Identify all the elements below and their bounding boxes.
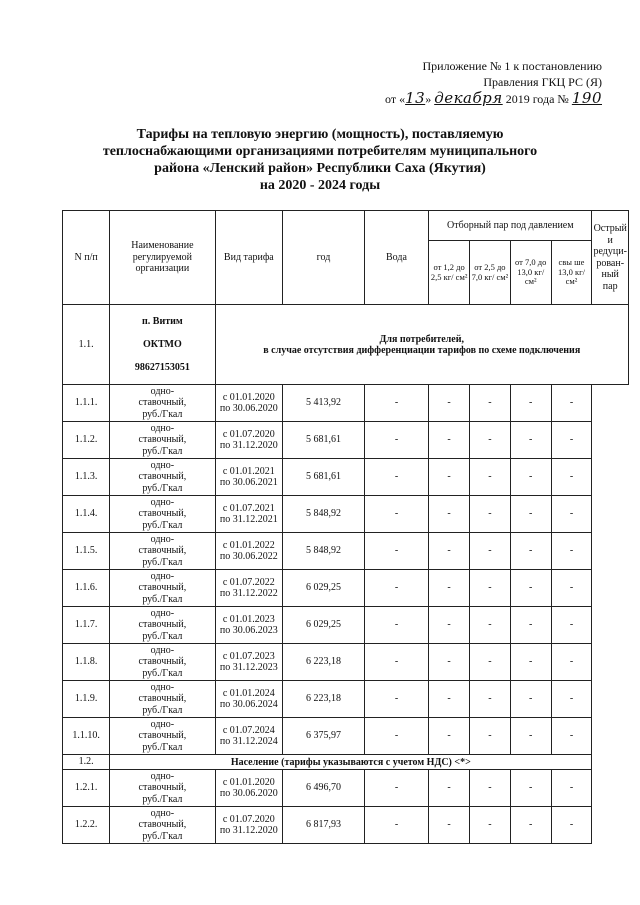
row-num: 1.1.7. (63, 607, 110, 644)
org-oktmo-code: 98627153051 (134, 362, 190, 373)
tariff-type (110, 385, 215, 422)
section-2-title: Население (тарифы указываются с учетом НДС) <*> (110, 755, 592, 770)
row-num: 1.1.5. (63, 533, 110, 570)
row-num: 1.1.3. (63, 459, 110, 496)
period-to: по 30.06.2020 (219, 788, 278, 799)
period-to: по 31.12.2022 (219, 588, 278, 599)
row-num: 1.1.4. (63, 496, 110, 533)
date-mid: » (425, 92, 435, 106)
tariff-type (110, 422, 215, 459)
period-to: по 31.12.2023 (219, 662, 278, 673)
period-from: с 01.07.2024 (222, 724, 275, 736)
appendix-line-2: Правления ГКЦ РС (Я) (483, 75, 602, 89)
decree-number: 190 (571, 89, 602, 107)
empty-value: - (551, 533, 592, 570)
empty-value: - (429, 644, 470, 681)
period-from: с 01.01.2023 (222, 613, 275, 625)
period (215, 807, 283, 844)
period (215, 644, 283, 681)
tariff-type-line: руб./Гкал (142, 667, 183, 679)
tariff-type-line: одно- (150, 385, 175, 397)
period-to: по 30.06.2022 (219, 551, 278, 562)
tariff-type-line: ставочный, (138, 730, 187, 742)
empty-value: - (429, 496, 470, 533)
empty-value: - (551, 644, 592, 681)
empty-value: - (510, 770, 551, 807)
period-to: по 30.06.2020 (219, 403, 278, 414)
empty-value: - (551, 807, 592, 844)
empty-value: - (551, 570, 592, 607)
empty-value: - (364, 681, 428, 718)
tariff-type-line: руб./Гкал (142, 445, 183, 457)
empty-value: - (364, 422, 428, 459)
period-from: с 01.07.2020 (222, 813, 275, 825)
empty-value: - (429, 770, 470, 807)
tariff-type-line: руб./Гкал (142, 830, 183, 842)
period (215, 607, 283, 644)
tariff-type-line: одно- (150, 496, 175, 508)
empty-value: - (470, 533, 511, 570)
period (215, 496, 283, 533)
tariff-type-line: ставочный, (138, 819, 187, 831)
empty-value: - (364, 807, 428, 844)
title-line-1: Тарифы на тепловую энергию (мощность), поставляемую (136, 127, 504, 142)
empty-value: - (470, 770, 511, 807)
empty-value: - (470, 644, 511, 681)
table-row (63, 533, 629, 570)
date-month: декабря (434, 89, 503, 107)
tariff-type-line: руб./Гкал (142, 556, 183, 568)
voda-value: 6 223,18 (283, 644, 365, 681)
period-to: по 31.12.2024 (219, 736, 278, 747)
empty-value: - (364, 533, 428, 570)
empty-value: - (551, 385, 592, 422)
table-row (63, 496, 629, 533)
section-row-2 (63, 755, 629, 770)
tariff-type (110, 496, 215, 533)
period (215, 770, 283, 807)
tariff-type-line: ставочный, (138, 782, 187, 794)
empty-value: - (510, 718, 551, 755)
tariff-type-line: ставочный, (138, 434, 187, 446)
title-line-4: на 2020 - 2024 годы (259, 178, 381, 193)
empty-value: - (510, 644, 551, 681)
empty-value: - (364, 496, 428, 533)
header-voda: Вода (364, 211, 428, 305)
date-suffix: 2019 года № (502, 92, 572, 106)
tariff-type-line: руб./Гкал (142, 593, 183, 605)
period-to: по 31.12.2021 (219, 514, 278, 525)
voda-value: 5 413,92 (283, 385, 365, 422)
tariff-type-line: одно- (150, 533, 175, 545)
empty-value: - (364, 570, 428, 607)
period-to: по 31.12.2020 (219, 825, 278, 836)
period (215, 459, 283, 496)
section-1-line-1: Для потребителей, (379, 333, 464, 345)
header-vid: Вид тарифа (215, 211, 283, 305)
tariff-type-line: ставочный, (138, 656, 187, 668)
period-from: с 01.01.2020 (222, 391, 275, 403)
row-num: 1.1.1. (63, 385, 110, 422)
row-num: 1.2.2. (63, 807, 110, 844)
header-steam-2: от 2,5 до 7,0 кг/ см² (470, 241, 511, 305)
table-row (63, 459, 629, 496)
voda-value: 5 681,61 (283, 422, 365, 459)
tariff-type (110, 770, 215, 807)
section-2-num: 1.2. (63, 755, 110, 770)
empty-value: - (429, 385, 470, 422)
empty-value: - (510, 422, 551, 459)
tariff-type (110, 681, 215, 718)
row-num: 1.1.6. (63, 570, 110, 607)
empty-value: - (364, 644, 428, 681)
period-to: по 30.06.2023 (219, 625, 278, 636)
tariff-type-line: одно- (150, 570, 175, 582)
empty-value: - (510, 607, 551, 644)
table-row (63, 644, 629, 681)
voda-value: 6 817,93 (283, 807, 365, 844)
tariff-type-line: ставочный, (138, 397, 187, 409)
period (215, 718, 283, 755)
empty-value: - (510, 385, 551, 422)
empty-value: - (429, 807, 470, 844)
empty-value: - (429, 533, 470, 570)
table-row (63, 718, 629, 755)
voda-value: 6 029,25 (283, 607, 365, 644)
appendix-date-line (362, 90, 602, 107)
section-1-title (215, 305, 629, 385)
tariff-type (110, 718, 215, 755)
empty-value: - (429, 459, 470, 496)
row-num: 1.1.10. (63, 718, 110, 755)
empty-value: - (551, 496, 592, 533)
period-from: с 01.07.2021 (222, 502, 275, 514)
period-from: с 01.07.2020 (222, 428, 275, 440)
org-name: п. Витим (142, 316, 183, 327)
tariff-type-line: ставочный, (138, 545, 187, 557)
tariff-type (110, 607, 215, 644)
row-num: 1.1.2. (63, 422, 110, 459)
table-row (63, 807, 629, 844)
voda-value: 6 375,97 (283, 718, 365, 755)
voda-value: 6 223,18 (283, 681, 365, 718)
appendix-line-1: Приложение № 1 к постановлению (422, 59, 602, 73)
tariff-type (110, 807, 215, 844)
table-row (63, 770, 629, 807)
tariff-type-line: руб./Гкал (142, 741, 183, 753)
empty-value: - (364, 385, 428, 422)
empty-value: - (470, 807, 511, 844)
period-from: с 01.07.2023 (222, 650, 275, 662)
empty-value: - (364, 718, 428, 755)
empty-value: - (551, 681, 592, 718)
empty-value: - (429, 570, 470, 607)
table-row (63, 422, 629, 459)
empty-value: - (510, 681, 551, 718)
section-row-1 (63, 305, 629, 385)
empty-value: - (551, 422, 592, 459)
section-1-num: 1.1. (63, 305, 110, 385)
tariff-type-line: одно- (150, 644, 175, 656)
tariff-type (110, 533, 215, 570)
empty-value: - (364, 459, 428, 496)
header-row-1 (63, 211, 629, 241)
period (215, 681, 283, 718)
voda-value: 6 496,70 (283, 770, 365, 807)
section-1-line-2: в случае отсутствия дифференциации тарифов по схеме подключения (263, 344, 581, 356)
period-from: с 01.01.2021 (222, 465, 275, 477)
empty-value: - (510, 807, 551, 844)
title-line-2: теплоснабжающими организациями потребителям муниципального (102, 144, 538, 159)
period-to: по 30.06.2021 (219, 477, 278, 488)
empty-value: - (470, 607, 511, 644)
voda-value: 5 681,61 (283, 459, 365, 496)
tariff-type-line: руб./Гкал (142, 630, 183, 642)
tariff-type-line: одно- (150, 459, 175, 471)
table-row (63, 681, 629, 718)
tariff-type-line: одно- (150, 718, 175, 730)
date-day: 13 (405, 89, 426, 107)
period-from: с 01.07.2022 (222, 576, 275, 588)
empty-value: - (470, 459, 511, 496)
tariff-type-line: ставочный, (138, 582, 187, 594)
tariff-type-line: ставочный, (138, 619, 187, 631)
empty-value: - (429, 422, 470, 459)
row-num: 1.1.9. (63, 681, 110, 718)
section-1-rows (63, 385, 629, 755)
period (215, 570, 283, 607)
empty-value: - (429, 681, 470, 718)
tariff-type-line: одно- (150, 681, 175, 693)
empty-value: - (470, 385, 511, 422)
tariff-type-line: одно- (150, 770, 175, 782)
empty-value: - (470, 496, 511, 533)
organization-cell (110, 305, 215, 385)
tariff-type-line: руб./Гкал (142, 704, 183, 716)
empty-value: - (470, 718, 511, 755)
title-line-3: района «Ленский район» Республики Саха (Якутия) (154, 161, 486, 176)
period (215, 422, 283, 459)
empty-value: - (510, 459, 551, 496)
period (215, 533, 283, 570)
table-row (63, 607, 629, 644)
header-steam-group: Отборный пар под давлением (429, 211, 592, 241)
empty-value: - (551, 718, 592, 755)
tariff-type-line: одно- (150, 422, 175, 434)
empty-value: - (364, 607, 428, 644)
voda-value: 6 029,25 (283, 570, 365, 607)
section-2-rows (63, 770, 629, 844)
table-row (63, 570, 629, 607)
tariff-type-line: ставочный, (138, 508, 187, 520)
period-from: с 01.01.2020 (222, 776, 275, 788)
empty-value: - (429, 607, 470, 644)
tariff-type (110, 644, 215, 681)
empty-value: - (364, 770, 428, 807)
tariff-type (110, 570, 215, 607)
period-to: по 30.06.2024 (219, 699, 278, 710)
row-num: 1.2.1. (63, 770, 110, 807)
tariff-type (110, 459, 215, 496)
empty-value: - (551, 459, 592, 496)
tariff-table (62, 210, 629, 844)
empty-value: - (429, 718, 470, 755)
document-title (0, 126, 640, 194)
date-prefix: от « (385, 92, 406, 106)
empty-value: - (510, 496, 551, 533)
header-org: Наименование регулируемой организации (110, 211, 215, 305)
tariff-type-line: ставочный, (138, 471, 187, 483)
tariff-type-line: руб./Гкал (142, 519, 183, 531)
tariff-type-line: одно- (150, 607, 175, 619)
tariff-type-line: одно- (150, 807, 175, 819)
period-from: с 01.01.2024 (222, 687, 275, 699)
header-steam-4: свы ше 13,0 кг/ см² (551, 241, 592, 305)
header-god: год (283, 211, 365, 305)
header-steam-1: от 1,2 до 2,5 кг/ см² (429, 241, 470, 305)
voda-value: 5 848,92 (283, 533, 365, 570)
empty-value: - (510, 533, 551, 570)
voda-value: 5 848,92 (283, 496, 365, 533)
period (215, 385, 283, 422)
header-steam-3: от 7,0 до 13,0 кг/ см² (510, 241, 551, 305)
empty-value: - (470, 570, 511, 607)
org-oktmo-label: ОКТМО (142, 339, 182, 350)
tariff-type-line: руб./Гкал (142, 482, 183, 494)
period-to: по 31.12.2020 (219, 440, 278, 451)
tariff-type-line: руб./Гкал (142, 793, 183, 805)
table-row (63, 385, 629, 422)
header-num: N п/п (63, 211, 110, 305)
period-from: с 01.01.2022 (222, 539, 275, 551)
empty-value: - (510, 570, 551, 607)
tariff-type-line: руб./Гкал (142, 408, 183, 420)
empty-value: - (470, 422, 511, 459)
empty-value: - (551, 607, 592, 644)
header-ostry: Острый и редуци-рован-ный пар (592, 211, 629, 305)
row-num: 1.1.8. (63, 644, 110, 681)
empty-value: - (470, 681, 511, 718)
appendix-header (362, 58, 602, 107)
empty-value: - (551, 770, 592, 807)
tariff-type-line: ставочный, (138, 693, 187, 705)
